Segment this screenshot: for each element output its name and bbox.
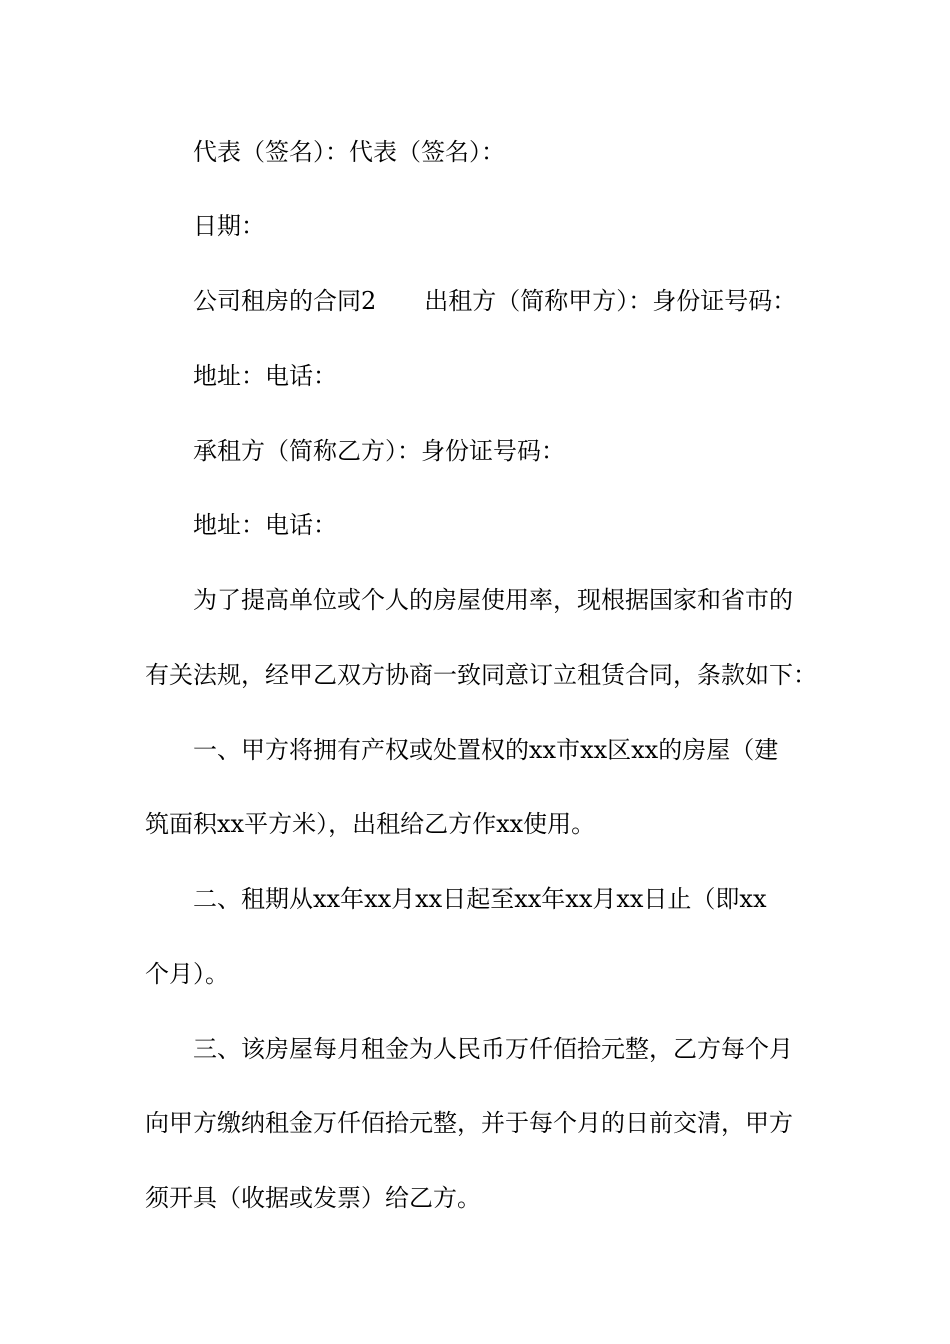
date-line: 日期： — [193, 212, 265, 240]
lessee-address-line: 地址：电话： — [193, 511, 337, 539]
clause-1-line-1: 一、甲方将拥有产权或处置权的xx市xx区xx的房屋（建 — [193, 736, 779, 764]
preamble-line-2: 有关法规，经甲乙双方协商一致同意订立租赁合同，条款如下： — [145, 661, 817, 689]
clause-1-line-2: 筑面积xx平方米），出租给乙方作xx使用。 — [145, 810, 596, 838]
signature-line: 代表（签名）：代表（签名）： — [193, 138, 505, 166]
contract-heading-lessor-line: 公司租房的合同2 出租方（简称甲方）：身份证号码： — [193, 287, 797, 315]
clause-2-line-2: 个月）。 — [145, 960, 229, 988]
clause-3-line-2: 向甲方缴纳租金万仟佰拾元整，并于每个月的日前交清，甲方 — [145, 1109, 793, 1137]
lessor-address-line: 地址：电话： — [193, 362, 337, 390]
clause-3-line-1: 三、该房屋每月租金为人民币万仟佰拾元整，乙方每个月 — [193, 1035, 793, 1063]
preamble-line-1: 为了提高单位或个人的房屋使用率，现根据国家和省市的 — [193, 586, 793, 614]
clause-3-line-3: 须开具（收据或发票）给乙方。 — [145, 1184, 481, 1212]
lessee-line: 承租方（简称乙方）：身份证号码： — [193, 437, 565, 465]
clause-2-line-1: 二、租期从xx年xx月xx日起至xx年xx月xx日止（即xx — [193, 885, 767, 913]
